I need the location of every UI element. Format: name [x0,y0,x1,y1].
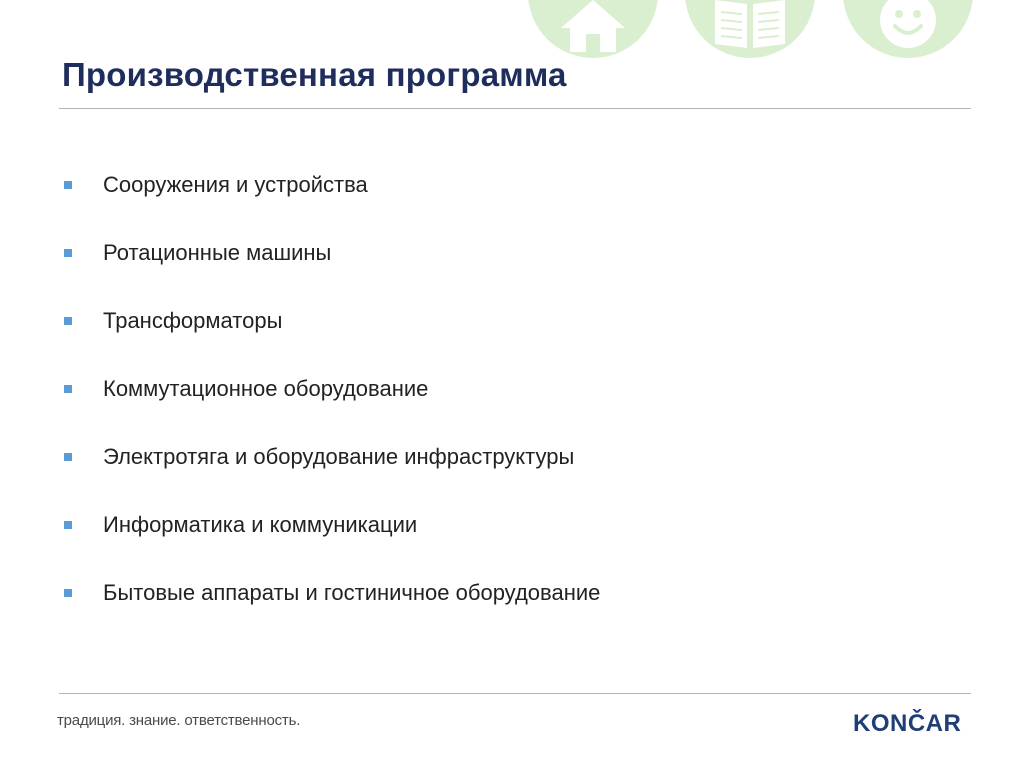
page-title: Производственная программа [62,56,567,93]
list-item [62,374,600,442]
house-icon [528,0,658,58]
list-item [62,170,600,238]
bullet-marker [64,453,72,461]
list-item [62,578,600,646]
bullet-marker [64,317,72,325]
bullet-text: Бытовые аппараты и гостиничное оборудование [103,580,601,605]
smiley-face-icon-circle [843,0,973,58]
koncar-logo: KONČAR [853,710,962,737]
smiley-face-icon [843,0,973,58]
bullet-text: Трансформаторы [103,308,283,333]
list-item [62,238,600,306]
list-item [62,442,600,510]
title-divider [59,108,971,109]
book-icon-circle [685,0,815,58]
bullet-marker [64,589,72,597]
bullet-text: Информатика и коммуникации [103,512,418,537]
bullet-marker [64,521,72,529]
bullet-text: Ротационные машины [103,240,332,265]
bullet-marker [64,181,72,189]
list-item [62,306,600,374]
bullet-text: Сооружения и устройства [103,172,368,197]
book-icon [685,0,815,58]
bullet-text: Электротяга и оборудование инфраструктуры [103,444,575,469]
house-icon-circle [528,0,658,58]
footer-tagline: традиция. знание. ответственность. [57,712,301,729]
bullet-marker [64,249,72,257]
list-item [62,510,600,578]
bullet-text: Коммутационное оборудование [103,376,429,401]
bullet-list [62,170,600,646]
bullet-marker [64,385,72,393]
footer-divider [59,693,971,694]
